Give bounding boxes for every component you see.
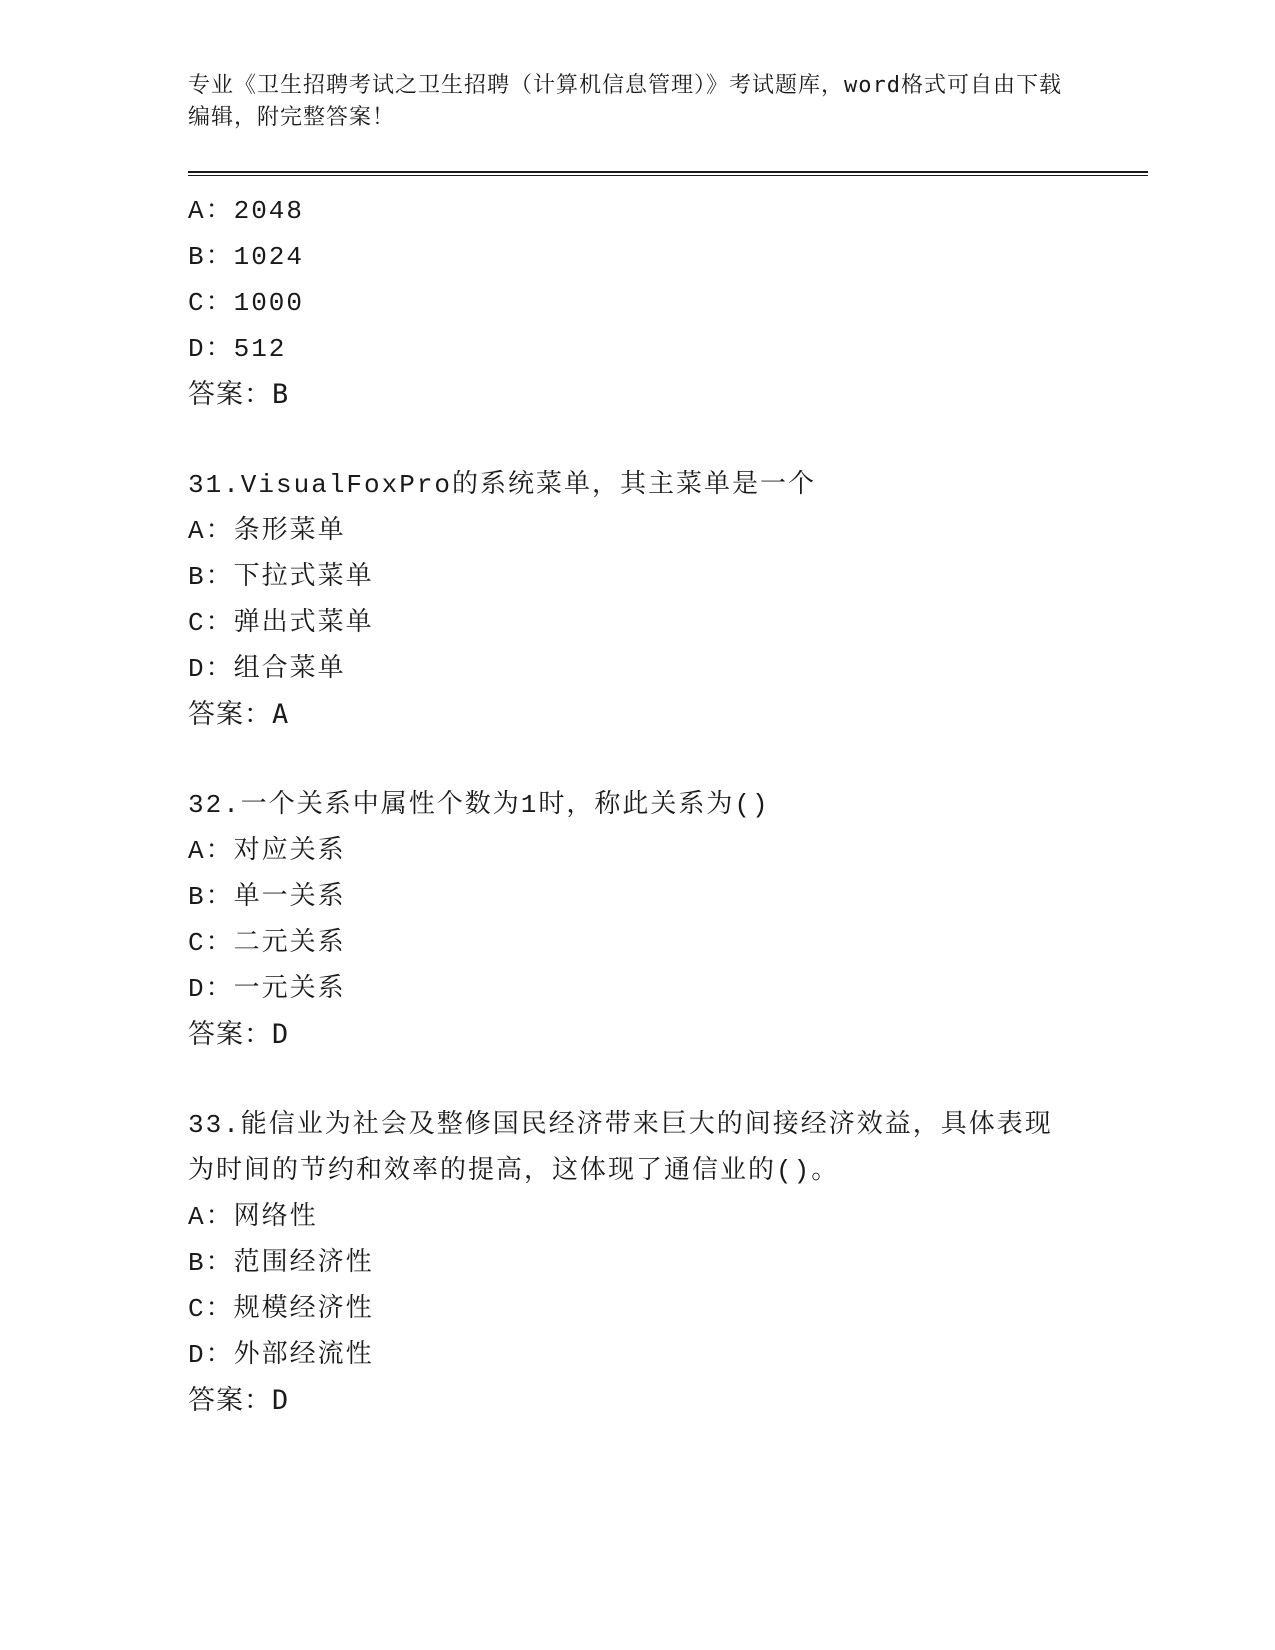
answer: 答案：A — [188, 699, 290, 730]
option-a: A：条形菜单 — [188, 516, 346, 546]
option-a: A：对应关系 — [188, 836, 346, 866]
answer: 答案：D — [188, 1385, 290, 1416]
option-c: C：规模经济性 — [188, 1294, 374, 1324]
option-a: A：网络性 — [188, 1202, 318, 1232]
question-text: 31.VisualFoxPro的系统菜单，其主菜单是一个 — [188, 470, 817, 500]
question-31 — [188, 462, 1148, 738]
answer: 答案：B — [188, 379, 290, 410]
option-c: C：二元关系 — [188, 928, 346, 958]
header-divider — [188, 171, 1148, 176]
document-page — [188, 0, 1148, 1424]
question-text-line-2: 为时间的节约和效率的提高，这体现了通信业的()。 — [188, 1156, 840, 1186]
option-c: C：弹出式菜单 — [188, 608, 374, 638]
question-text-line-1: 33.能信业为社会及整修国民经济带来巨大的间接经济效益，具体表现 — [188, 1110, 1053, 1140]
option-d: D：一元关系 — [188, 974, 346, 1004]
question-33 — [188, 1102, 1148, 1424]
option-c: C：1000 — [188, 288, 305, 318]
question-text: 32.一个关系中属性个数为1时，称此关系为() — [188, 790, 770, 820]
document-header: 专业《卫生招聘考试之卫生招聘（计算机信息管理）》考试题库，word格式可自由下载编辑，附完整答案！ — [188, 73, 1062, 130]
option-a: A：2048 — [188, 196, 305, 226]
option-d: D：组合菜单 — [188, 654, 346, 684]
option-d: D：外部经流性 — [188, 1340, 374, 1370]
answer: 答案：D — [188, 1019, 290, 1050]
option-d: D：512 — [188, 334, 287, 364]
question-30 — [188, 188, 1148, 418]
option-b: B：范围经济性 — [188, 1248, 374, 1278]
option-b: B：下拉式菜单 — [188, 562, 374, 592]
question-32 — [188, 782, 1148, 1058]
option-b: B：单一关系 — [188, 882, 346, 912]
option-b: B：1024 — [188, 242, 305, 272]
